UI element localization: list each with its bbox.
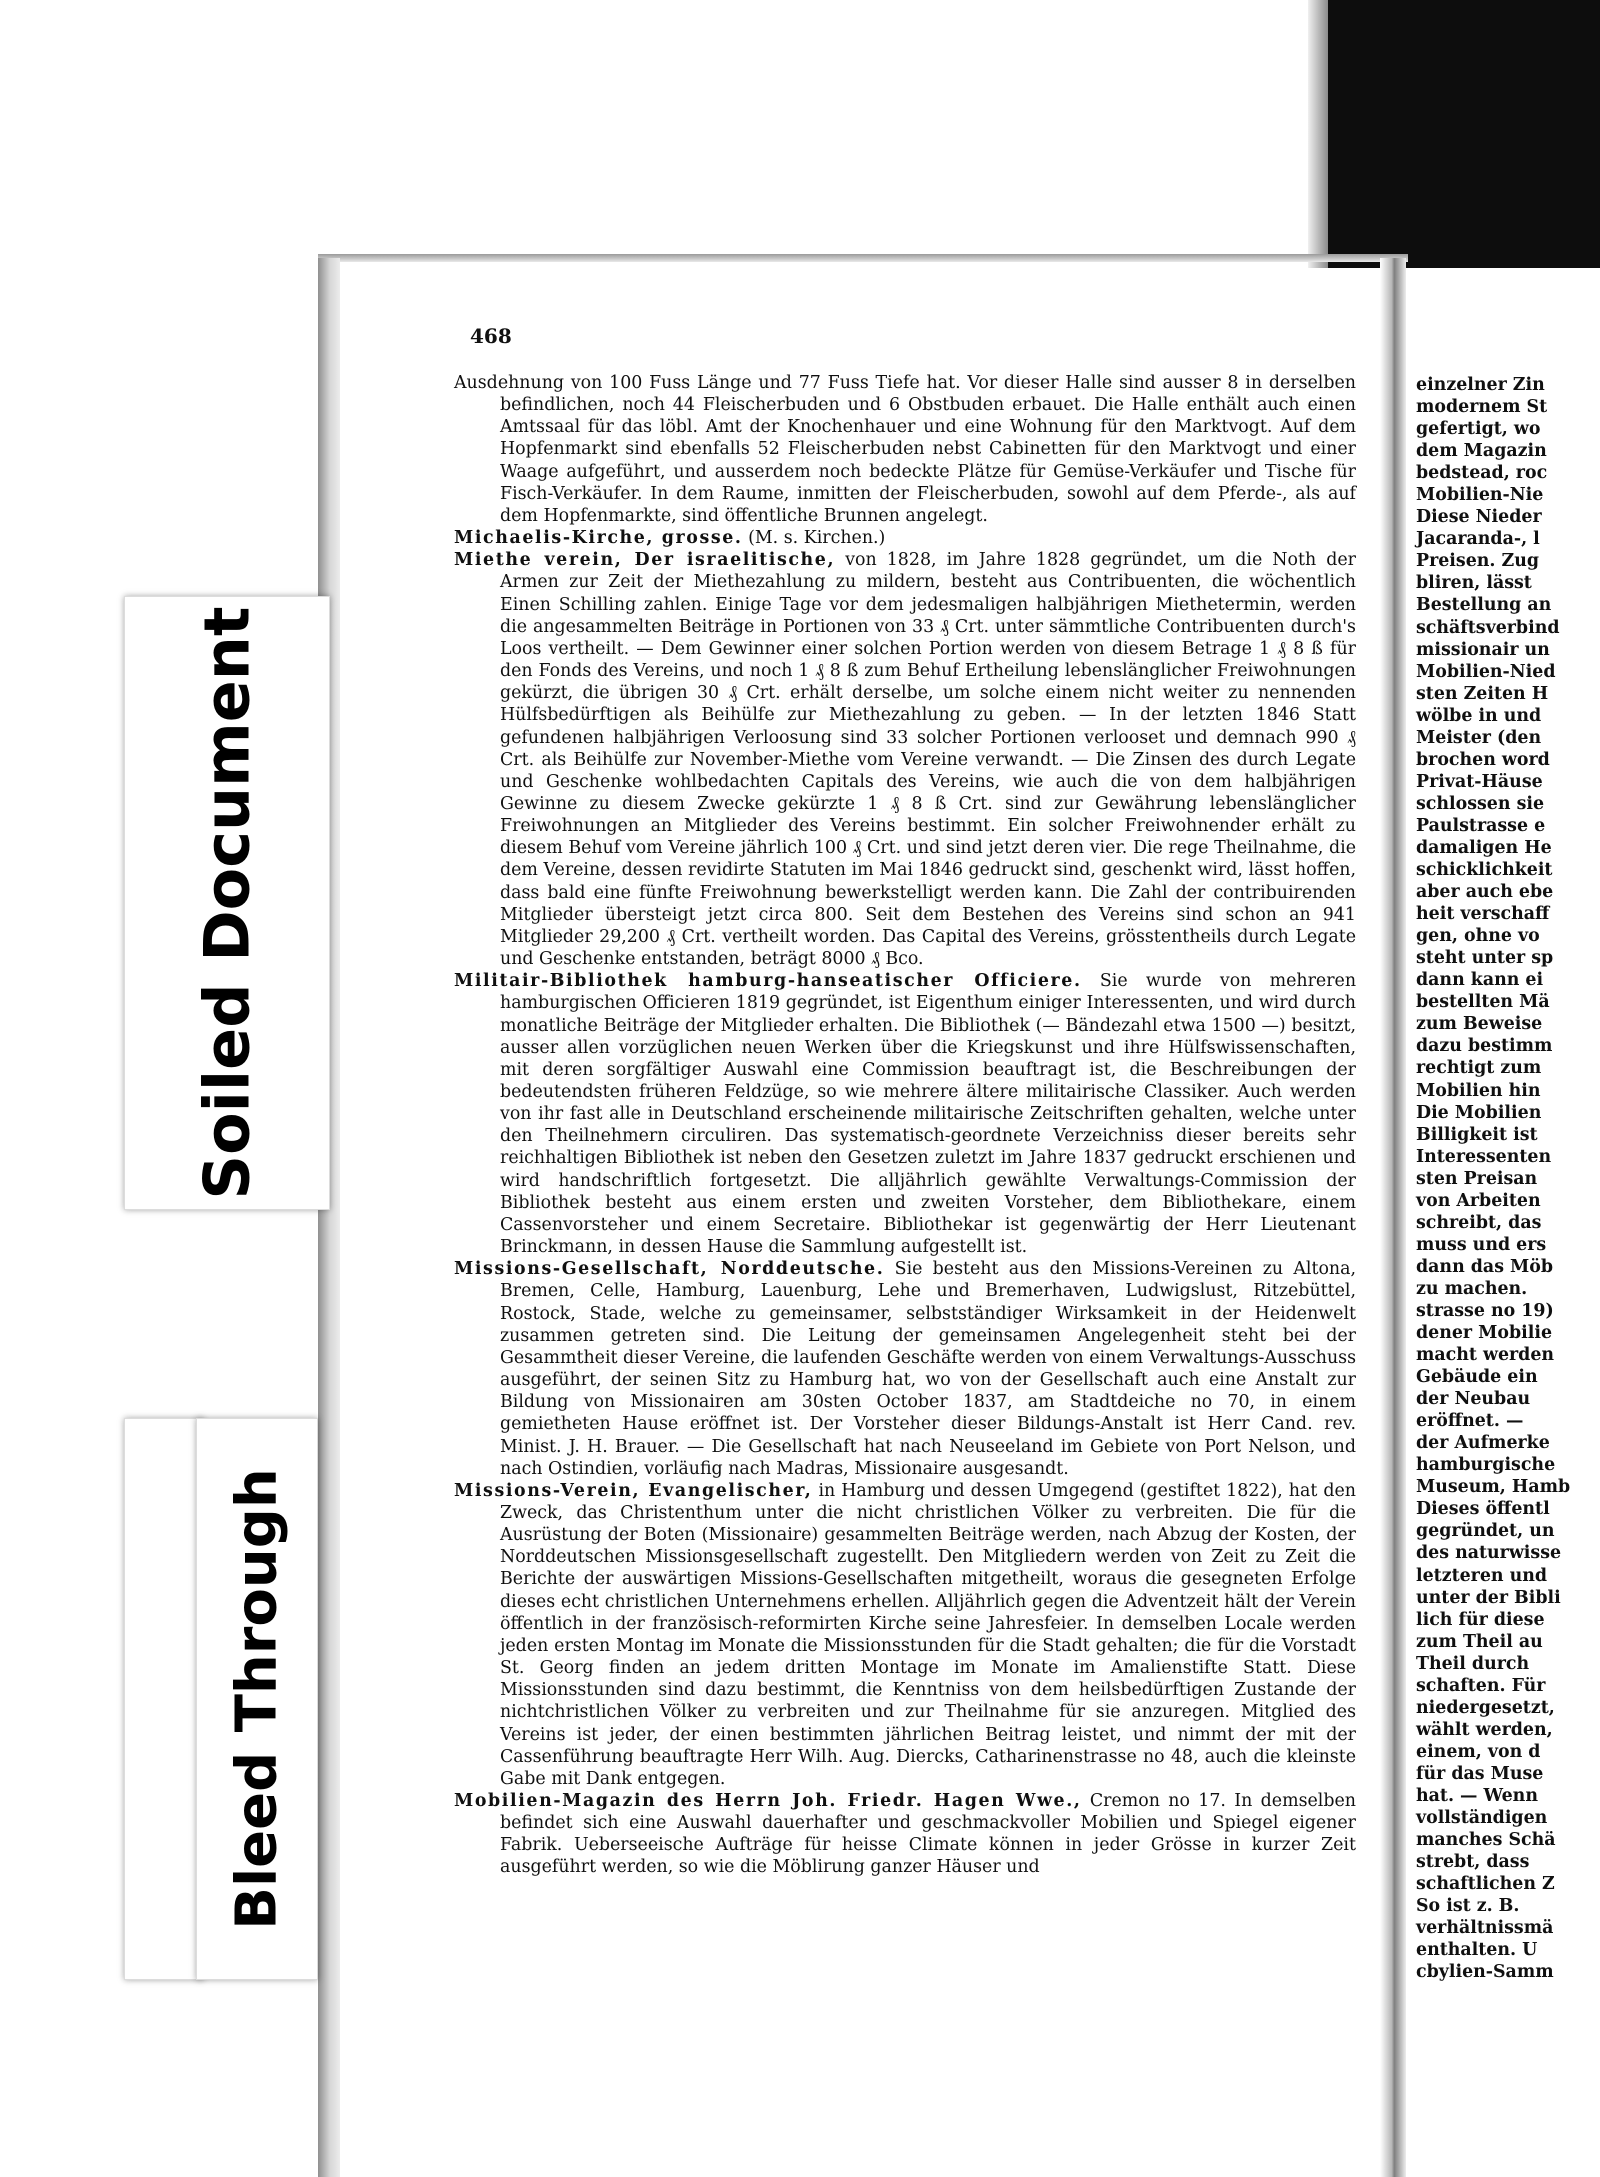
entry-body: von 1828, im Jahre 1828 gegründet, um die Noth der Armen zur Zeit der Miethezahlung zu mildern, besteht aus Contribuenten, die wöchentlich Einen Schilling zahlen. Einige Tage vor dem jedesmaligen halbjährigen Miethetermin, werden die angesammelten Beiträge in Portionen von 33 ₰ Crt. unter sämmtliche Contribuenten durch's Loos vertheilt. — Dem Gewinner einer solchen Portion werden von diesem Betrage 1 ₰ 8 ß für den Fonds des Vereins, und noch 1 ₰ 8 ß zum Behuf Ertheilung lebenslänglicher Freiwohnungen gekürzt, die übrigen 30 ₰ Crt. erhält derselbe, um solche einem nicht weiter zu nennenden Hülfsbedürftigen als Beihülfe zur Miethezahlung zu geben. — In der letzten 1846 Statt gefundenen halbjährigen Verloosung sind 33 solcher Portionen verlooset und demnach 990 ₰ Crt. als Beihülfe zur November-Miethe vom Vereine verwandt. — Die Zinsen des durch Legate und Geschenke wohlbedachten Capitals des Vereins, wie auch die von dem halbjährigen Gewinne zu diesem Zwecke gekürzte 1 ₰ 8 ß Crt. sind zur Gewährung lebenslänglicher Freiwohnungen an Mitglieder des Vereins bestimmt. Ein solcher Freiwohnender erhält zu diesem Behuf vom Vereine jährlich 100 ₰ Crt. und sind jetzt deren vier. Die rege Theilnahme, die dem Vereine, dessen revidirte Statuten im Mai 1846 gedruckt sind, geschenkt wird, lässt hoffen, dass bald eine fünfte Freiwohnung bewerkstelligt werden kann. Die Zahl der contribuirenden Mitglieder übersteigt jetzt circa 800. Seit dem Bestehen des Vereins sind schon an 941 Mitglieder 29,200 ₰ Crt. vertheilt worden. Das Capital des Vereins, grösstentheils durch Legate und Geschenke entstanden, beträgt 8000 ₰ Bco. xyxy=(500,550,1356,970)
entry-body: (M. s. Kirchen.) xyxy=(748,528,886,549)
entry-body: Ausdehnung von 100 Fuss Länge und 77 Fuss Tiefe hat. Vor dieser Halle sind ausser 8 in derselben befindlichen, noch 44 Fleischerbuden und 6 Obstbuden erbauet. Die Halle enthält auch einen Amtssaal für das löbl. Amt der Knochenhauer und eine Wohnung für den Marktvogt. Auf dem Hopfenmarkt sind ebenfalls 52 Fleischerbuden nebst Cabinetten für den Marktvogt und einer Waage aufgeführt, und ausserdem noch bedeckte Plätze für Gemüse-Verkäufer und Tische für Fisch-Verkäufer. In dem Raume, inmitten der Fleischerbuden, sowohl auf dem Pferde-, als auf dem Hopfenmarkte, sind öffentliche Brunnen angelegt. xyxy=(454,373,1356,526)
right-page-lines xyxy=(1416,374,1600,1983)
entry-militair-bibliothek xyxy=(454,970,1356,1258)
page-number: 468 xyxy=(470,324,512,348)
right-page-line: sten Preisan xyxy=(1416,1168,1538,1189)
right-page-line: verhältnissmä xyxy=(1416,1918,1554,1939)
entry-body: in Hamburg und dessen Umgegend (gestiftet 1822), hat den Zweck, das Christenthum unter die nicht christlichen Völker zu verbreiten. Die für die Ausrüstung der Boten (Missionaire) gesammelten Beiträge werden, nach Abzug der Kosten, der Norddeutschen Missionsgesellschaft zugestellt. Den Mitgliedern werden von Zeit zu Zeit die Berichte der auswärtigen Missions-Gesellschaften mitgetheilt, woraus die gesegneten Erfolge dieses echt christlichen Unternehmens erhellen. Alljährlich gegen die Adventzeit hält der Verein öffentlich in der französisch-reformirten Kirche seine Jahresfeier. In demselben Locale werden jeden ersten Montag im Monate die Missionsstunden für die Stadt gehalten; die für die Vorstadt St. Georg finden an jedem dritten Montage im Monate im Amalienstifte Statt. Diese Missionsstunden sind dazu bestimmt, die Kenntniss von dem heilsbedürftigen Zustande der nichtchristlichen Völker zu verbreiten und zur Theilnahme für sie anzuregen. Mitglied des Vereins ist jeder, der einen bestimmten jährlichen Beitrag leistet, und nimmt der mit der Cassenführung beauftragte Herr Wilh. Aug. Diercks, Catharinenstrasse no 48, auch die kleinste Gabe mit Dank entgegen. xyxy=(500,1480,1356,1789)
right-page-line: letzteren und xyxy=(1416,1565,1548,1586)
entry-missions-gesellschaft xyxy=(454,1258,1356,1480)
book-page-stack-edge xyxy=(318,258,340,2177)
right-page-line: für das Muse xyxy=(1416,1763,1544,1784)
right-page-line: sten Zeiten H xyxy=(1416,683,1549,704)
entry-heading: Missions-Gesellschaft, Norddeutsche. xyxy=(454,1259,885,1280)
bleed-through-label-text: Bleed Through xyxy=(224,1468,290,1930)
right-page-line: vollständigen xyxy=(1416,1808,1548,1829)
right-page-line: schaftlichen Z xyxy=(1416,1874,1555,1895)
right-page-line: strebt, dass xyxy=(1416,1852,1530,1873)
right-page-line: Privat-Häuse xyxy=(1416,771,1543,792)
right-page-line: Mobilien-Nie xyxy=(1416,485,1544,506)
soiled-document-label xyxy=(124,596,330,1210)
right-page-line: dem Magazin xyxy=(1416,441,1547,462)
right-page-line: schicklichkeit xyxy=(1416,860,1553,881)
entry-body: Sie wurde von mehreren hamburgischen Officieren 1819 gegründet, ist Eigenthum einiger Interessenten, und wird durch monatliche Beiträge der Mitglieder erhalten. Die Bibliothek (— Bändezahl etwa 1500 —) besitzt, ausser allen vorzüglichen neuen Werken über die Kriegskunst und ihre Hülfswissenschaften, mit deren sorgfältiger Auswahl eine Commission beauftragt ist, die Beschreibungen der bedeutendsten früheren Feldzüge, so wie mehrere ältere militairische Classiker. Auch werden von ihr fast alle in Deutschland erscheinende militairische Zeitschriften gehalten, welche unter den Theilnehmern circuliren. Das systematisch-geordnete Verzeichniss dieser bereits sehr reichhaltigen Bibliothek ist neben den Gesetzen zuletzt im Jahre 1837 gedruckt erschienen und wird handschriftlich fortgesetzt. Die alljährlich gewählte Verwaltungs-Commission der Bibliothek besteht aus einem ersten und zweiten Vorsteher, dem Bibliothekare, einem Cassenvorsteher und einem Secretaire. Bibliothekar ist gegenwärtig der Herr Lieutenant Brinckmann, in dessen Hause die Sammlung aufgestellt ist. xyxy=(500,971,1357,1258)
right-page-line: Meister (den xyxy=(1416,727,1542,748)
right-page-line: gen, ohne vo xyxy=(1416,926,1540,947)
right-page-line: schlossen sie xyxy=(1416,793,1545,814)
book-gutter xyxy=(1380,258,1406,2177)
entry-heading: Miethe verein, Der israelitische, xyxy=(454,550,836,571)
right-page-line: zum Beweise xyxy=(1416,1014,1543,1035)
entry-body: Sie besteht aus den Missions-Vereinen zu Altona, Bremen, Celle, Hamburg, Lauenburg, Lehe und Bremerhaven, Ludwigslust, Ritzebüttel, Rostock, Stade, welche zu gemeinsamer, selbstständiger Wirksamkeit in der Heidenwelt zusammen getreten sind. Die Leitung der gemeinsamen Angelegenheit steht bei der Gesammtheit dieser Vereine, die laufenden Geschäfte werden von einem Verwaltungs-Ausschuss ausgeführt, der seinen Sitz zu Hamburg hat, wo von der Gesellschaft auch eine Anstalt zur Bildung von Missionairen am 30sten October 1837, am Stadtdeiche no 70, in einem gemietheten Hause eröffnet ist. Der Vorsteher dieser Bildungs-Anstalt ist Herr Cand. rev. Minist. J. H. Brauer. — Die Gesellschaft hat nach Neuseeland im Gebiete von Port Nelson, und nach Ostindien, vorläufig nach Madras, Missionaire ausgesandt. xyxy=(500,1259,1357,1479)
right-page-line: dener Mobilie xyxy=(1416,1323,1553,1344)
book-top-edge xyxy=(318,254,1408,262)
right-page-line: Interessenten xyxy=(1416,1146,1552,1167)
right-page-line: bliren, lässt xyxy=(1416,573,1532,594)
right-page-line: bestellten Mä xyxy=(1416,992,1550,1013)
right-page-line: lich für diese xyxy=(1416,1609,1545,1630)
right-page-line: strasse no 19) xyxy=(1416,1300,1554,1321)
right-page-line: Preisen. Zug xyxy=(1416,551,1540,572)
right-page-line: der Aufmerke xyxy=(1416,1433,1550,1454)
right-page-line: einzelner Zin xyxy=(1416,375,1545,395)
right-page-line: cbylien-Samm xyxy=(1416,1962,1554,1983)
right-page-line: unter der Bibli xyxy=(1416,1587,1561,1608)
right-page-line: dann das Möb xyxy=(1416,1256,1554,1277)
right-page-line: hamburgische xyxy=(1416,1455,1556,1476)
right-page-line: modernem St xyxy=(1416,397,1548,418)
right-page-line: schäftsverbind xyxy=(1416,617,1560,638)
right-page-line: muss und ers xyxy=(1416,1234,1547,1255)
right-page-line: steht unter sp xyxy=(1416,948,1554,969)
right-page-line: wählt werden, xyxy=(1416,1719,1553,1740)
right-page-line: schaften. Für xyxy=(1416,1675,1546,1696)
right-page-line: schreibt, das xyxy=(1416,1212,1542,1233)
right-page-line: zum Theil au xyxy=(1416,1631,1543,1652)
right-page-line: niedergesetzt, xyxy=(1416,1697,1555,1718)
right-page-line: zu machen. xyxy=(1416,1278,1528,1299)
right-page-line: Jacaranda-, l xyxy=(1416,529,1540,550)
right-page-line: Die Mobilien xyxy=(1416,1102,1542,1123)
right-page-partial xyxy=(1412,268,1600,2148)
right-page-line: damaligen He xyxy=(1416,837,1552,858)
right-page-line: aber auch ebe xyxy=(1416,882,1554,903)
entry-heading: Mobilien-Magazin des Herrn Joh. Friedr. Hagen Wwe., xyxy=(454,1791,1082,1811)
right-page-line: So ist z. B. xyxy=(1416,1896,1520,1917)
entry-heading: Michaelis-Kirche, grosse. xyxy=(454,528,743,549)
right-page-line: missionair un xyxy=(1416,639,1550,660)
scan-background-dark-area xyxy=(1328,0,1600,268)
bleed-through-label xyxy=(196,1418,318,1980)
right-page-line: Bestellung an xyxy=(1416,595,1552,616)
right-page-line: macht werden xyxy=(1416,1345,1555,1366)
right-page-line: manches Schä xyxy=(1416,1830,1556,1851)
right-page-line: Mobilien hin xyxy=(1416,1080,1541,1101)
entries-column xyxy=(454,372,1356,1879)
right-page-line: enthalten. U xyxy=(1416,1940,1538,1961)
right-page-line: des naturwisse xyxy=(1416,1543,1562,1564)
entry-heading: Missions-Verein, Evangelischer, xyxy=(454,1480,813,1501)
right-page-line: bedstead, roc xyxy=(1416,463,1548,484)
right-page-line: dann kann ei xyxy=(1416,970,1544,991)
right-page-line: einem, von d xyxy=(1416,1741,1541,1762)
right-page-line: der Neubau xyxy=(1416,1389,1531,1410)
right-page-line: Theil durch xyxy=(1416,1653,1530,1674)
right-page-line: Paulstrasse e xyxy=(1416,815,1546,836)
entry-miethe-verein xyxy=(454,549,1356,970)
right-page-line: Billigkeit ist xyxy=(1416,1124,1538,1145)
right-page-line: gefertigt, wo xyxy=(1416,419,1541,440)
right-page-line: von Arbeiten xyxy=(1416,1190,1541,1211)
entry-missions-verein xyxy=(454,1480,1356,1790)
right-page-line: Dieses öffentl xyxy=(1416,1499,1550,1520)
entry-mobilien-magazin xyxy=(454,1790,1356,1879)
right-page-line: heit verschaff xyxy=(1416,904,1550,925)
right-page-line: rechtigt zum xyxy=(1416,1058,1542,1079)
entry-heading: Militair-Bibliothek hamburg-hanseatischer Officiere. xyxy=(454,971,1082,992)
right-page-line: hat. — Wenn xyxy=(1416,1786,1538,1806)
right-page-line: Mobilien-Nied xyxy=(1416,661,1556,682)
scan-background-edge xyxy=(1308,0,1328,268)
right-page-line: dazu bestimm xyxy=(1416,1036,1553,1057)
entry-michaelis-kirche xyxy=(454,527,1356,549)
right-page-line: eröffnet. — xyxy=(1416,1411,1524,1432)
left-page xyxy=(342,268,1368,2148)
right-page-line: Gebäude ein xyxy=(1416,1367,1538,1388)
right-page-line: brochen word xyxy=(1416,749,1550,770)
right-page-line: Diese Nieder xyxy=(1416,507,1542,528)
label-tab xyxy=(124,1418,204,1980)
right-page-line: wölbe in und xyxy=(1416,705,1542,726)
right-page-line: Museum, Hamb xyxy=(1416,1477,1571,1498)
entry-continuation xyxy=(454,372,1356,527)
entry-body: Cremon no 17. In demselben befindet sich eine Auswahl dauerhafter und geschmackvoller Mobilien und Spiegel eigener Fabrik. Ueberseeische Aufträge für heisse Climate können in jeder Grösse in kurzer Zeit ausgeführt werden, so wie die Möblirung ganzer Häuser und xyxy=(500,1791,1356,1878)
soiled-document-label-text: Soiled Document xyxy=(190,606,264,1200)
right-page-line: gegründet, un xyxy=(1416,1521,1555,1542)
